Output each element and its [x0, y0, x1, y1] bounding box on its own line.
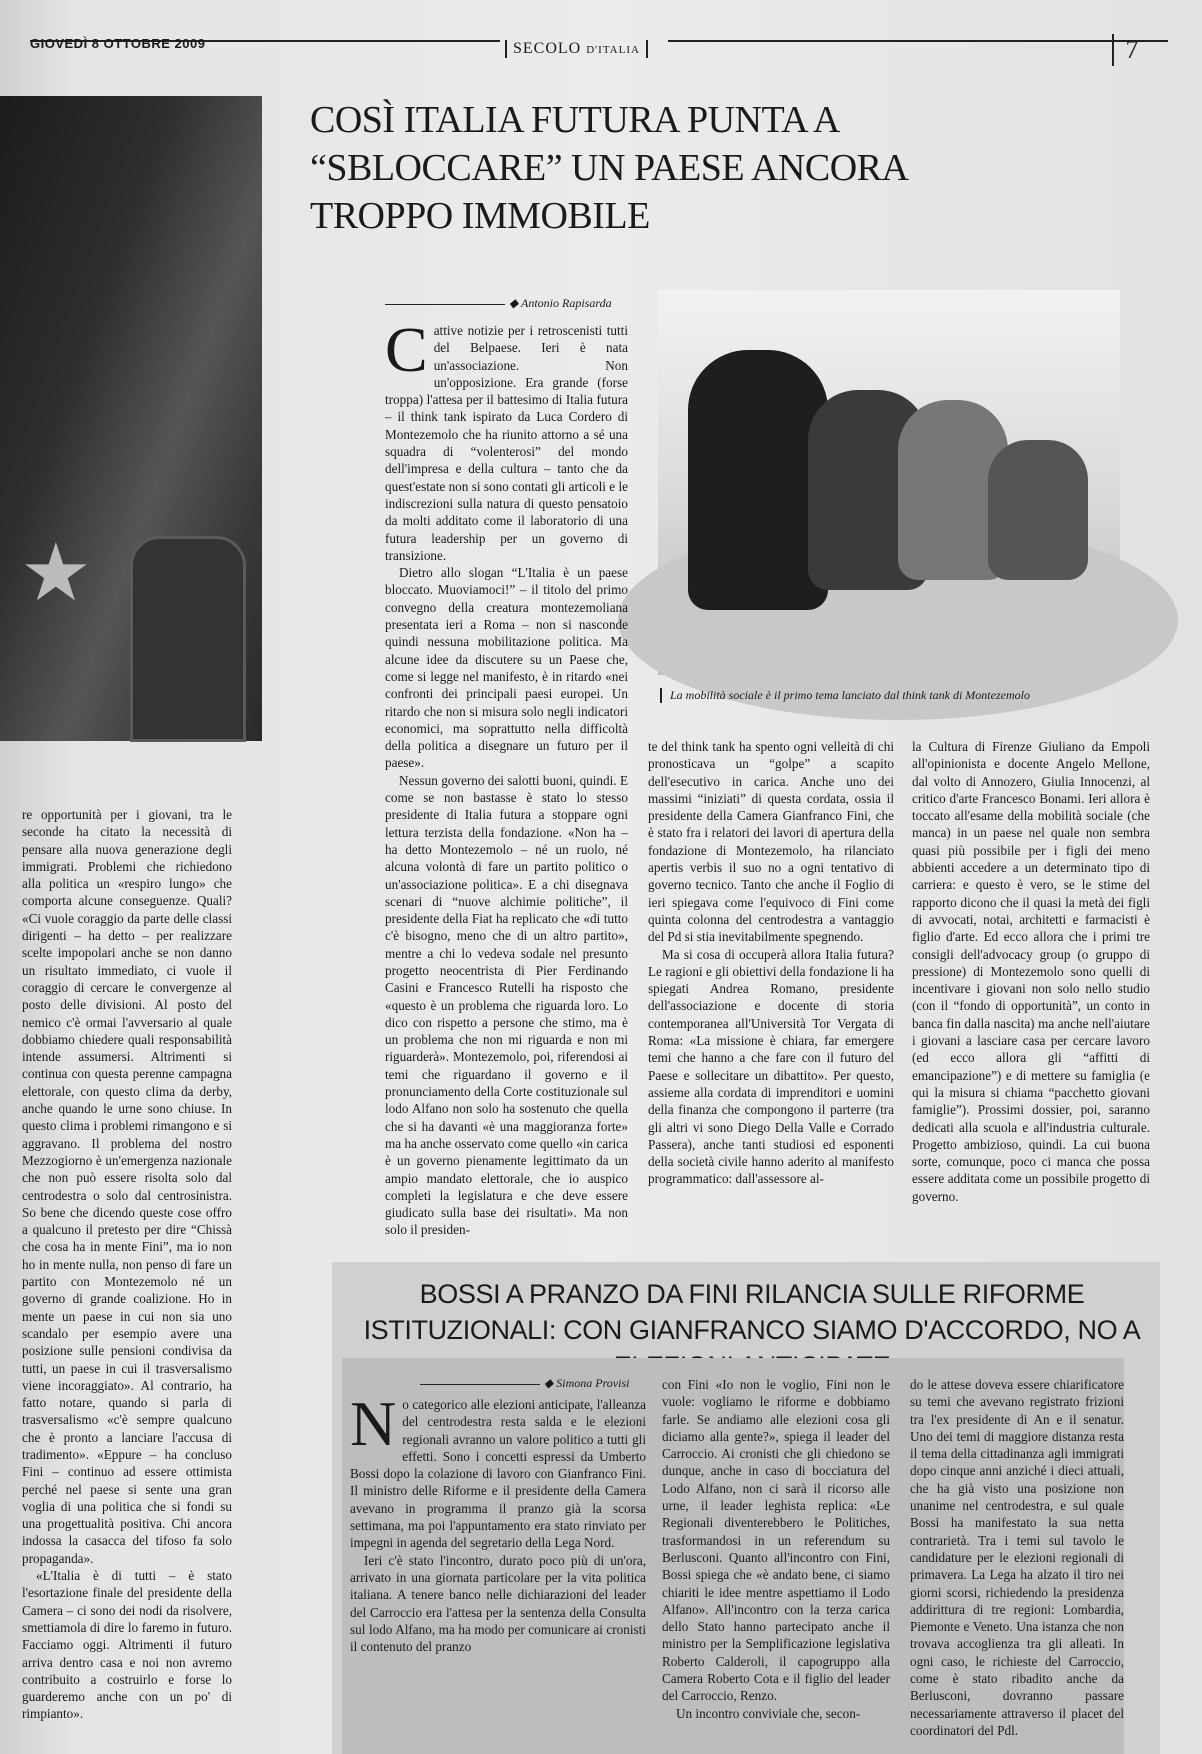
sidebar-column-3	[910, 1376, 1124, 1748]
sidebar-paragraph: con Fini «Io non le voglio, Fini non le vuole: vogliamo le riforme e dobbiamo farle. Se andiamo alle elezioni cosa gli diciamo alla gente?», spiega il leader del Carroccio. Ai cronisti che gli chiedono se dunque, anche in caso di bocciatura del Lodo Alfano, non ci sarà il ricorso alle urne, il leader leghista replica: «Le Regionali diventerebbero le Politiches, trasformandosi in un referendum su Berlusconi. Quanto all'incontro con Fini, Bossi spiega che «è andato bene, ci siamo chiariti le idee mentre aspettiamo il Lodo Alfano». All'incontro con la terza carica dello Stato hanno partecipato anche il ministro per la Semplificazione legislativa Roberto Calderoli, il capogruppo alla Camera Roberto Cota e il figlio del leader del Carroccio, Renzo.	[662, 1377, 890, 1704]
article-paragraph: te del think tank ha spento ogni velleità di chi pronosticava un “golpe” a scapito dell'esecutivo in carica. Anche uno dei massimi “iniziati” di questa cordata, ossia il presidente della Camera Gianfranco Fini, che è stato fra i relatori dei lavori di apertura della fondazione di Montezemolo, ha rilanciato apertis verbis il suo no a ogni tentativo di governo tecnico. Tanto che anche il Foglio di ieri spiegava come l'equivoco di Fini come quinta colonna del centrodestra a vantaggio del Pd si stia inevitabilmente spegnendo.	[648, 739, 894, 945]
main-photo	[658, 290, 1120, 675]
left-column	[22, 806, 232, 1746]
article-paragraph: Dietro allo slogan “L'Italia è un paese bloccato. Muoviamoci!” – il titolo del primo convegno della creatura montezemoliana presentata ieri a Roma – non si nasconde quindi nessuna mobilitazione politica. Ma alcune idee da discutere su un Paese che, come si legge nel manifesto, è in ritardo «nei confronti dei principali paesi europei. Un ritardo che non si misura solo negli indicatori economici, ma soprattutto nella difficoltà della politica a disegnare un futuro per il paese».	[385, 565, 628, 771]
article-column-2	[648, 738, 894, 1194]
article-paragraph: Cattive notizie per i retroscenisti tutti del Belpaese. Ieri è nata un'associazione. Non un'opposizione. Era grande (forse troppa) l'attesa per il battesimo di Italia futura – il think tank ispirato da Luca Cordero di Montezemolo che ha riunito attorno a sé una squadra di “volenterosi” del mondo dell'impresa e della cultura – tanto che da quest'estate non si sono contati gli articoli e le indiscrezioni sulla natura di questo pensatoio da molti additato come il laboratorio di una futura leadership per un governo di transizione.	[385, 314, 628, 563]
article-paragraph: Ma si cosa di occuperà allora Italia futura? Le ragioni e gli obiettivi della fondazione li ha spiegati Andrea Romano, presidente dell'associazione e docente di storia contemporanea all'Università Tor Vergata di Roma: «La missione è chiara, far emergere temi che hanno a che fare con il futuro del Paese e sollecitare un dibattito». Per questo, assieme alla cordata di imprenditori e uomini della finanza che compongono il parterre (tra gli altri vi sono Diego Della Valle e Corrado Passera), anche tanti studiosi ed esponenti della società civile hanno aderito al manifesto programmatico: dall'assessore al-	[648, 946, 894, 1187]
masthead-rule-right	[668, 40, 1168, 42]
photo-caption: La mobilità sociale è il primo tema lanciato dal think tank di Montezemolo	[660, 688, 1140, 703]
dropcap: N	[350, 1388, 397, 1459]
article-headline: COSÌ ITALIA FUTURA PUNTA A “SBLOCCARE” UN PAESE ANCORA TROPPO IMMOBILE	[310, 99, 907, 237]
article-paragraph: Nessun governo dei salotti buoni, quindi. E come se non bastasse è stato lo stesso presidente di Italia futura a stoppare ogni lettura terzista della fondazione. «Non ha – ha detto Montezemolo – né un ruolo, né alcuna volontà di fare un partito politico o un'associazione politica». E a chi disegnava scenari di “nuove alchimie politiche”, il presidente della Fiat ha replicato che «di tutto c'è bisogno, meno che di un altro partito», mentre a chi lo vedeva sodale nel presunto progetto neocentrista di Pier Ferdinando Casini e Francesco Rutelli ha risposto che «questo è un problema che riguarda loro. Lo dico con rispetto a persone che stimo, ma è un problema che non mi riguarda e non mi riguarderà». Montezemolo, poi, riferendosi ai temi che riguardano il governo e il pronunciamento della Corte costituzionale sul lodo Alfano non solo ha sostenuto che quella che si ha davanti «è una maggioranza forte» ma ha anche osservato come quello «in carica è un governo pienamente legittimato da un ampio mandato elettorale, che io auspico completi la legislatura e che deve essere giudicato sulla base dei risultati». Ma non solo il presiden-	[385, 772, 628, 1238]
article-paragraph: re opportunità per i giovani, tra le seconde ha citato la necessità di pensare alla nuova generazione degli immigrati. Problemi che richiedono alla politica un «respiro lungo» che comporta alcune conseguenze. Quali? «Ci vuole coraggio da parte delle classi dirigenti – ha detto – per realizzare scelte impopolari anche se non danno un risultato immediato, ci vuole il coraggio di cercare le convergenze al posto delle divisioni. Al posto del nemico c'è ormai l'avversario al quale dobbiamo chiedere quali responsabilità intende assumersi. Altrimenti si continua con questa perenne campagna elettorale, con questo clima da derby, anche quando le urne sono chiuse. In questo clima i problemi rimangono e si aggravano. Il problema del nostro Mezzogiorno è un'emergenza nazionale che non può essere risolta solo dal centrodestra o solo dal centrosinistra. So bene che dicendo queste cose offro a qualcuno il pretesto per dire “Chissà che cosa ha in mente Fini”, ma io non ho in mente nulla, non penso di fare un partito con Montezemolo né un governo di grande coalizione. Ho in mente un paese in cui non sia uno scandalo per esempio avere una posizione sulle pensioni condivisa da tutti, un paese in cui il trasversalismo viene incoraggiato». Al contrario, ha fatto notare, quando si parla di trasversalismo «c'è sempre qualcuno che è pronto a lanciare l'accusa di tradimento». «Eppure – ha concluso Fini – continuo ad essere ottimista perché nel paese si sente una gran voglia di una politica che si fondi su una progettualità positiva. Chi ancora indossa la casacca del tifoso fa solo propaganda».	[22, 807, 232, 1566]
paper-name: SECOLO D'ITALIA	[505, 40, 648, 58]
sidebar-column-2	[662, 1376, 890, 1748]
photo-figure	[688, 350, 828, 610]
chair-shape	[130, 536, 246, 742]
left-photo	[0, 96, 262, 741]
sidebar-column-1	[350, 1388, 646, 1748]
sidebar-headline: BOSSI A PRANZO DA FINI RILANCIA SULLE RIFORME ISTITUZIONALI: CON GIANFRANCO SIAMO D'ACCORDO, NO A	[363, 1279, 1141, 1345]
star-icon: ★	[20, 526, 92, 619]
article-column-1	[385, 314, 628, 1238]
photo-figure	[988, 440, 1088, 580]
article-column-3	[912, 738, 1150, 1204]
sidebar-paragraph: Un incontro conviviale che, secon-	[676, 1705, 861, 1721]
sidebar-byline: ◆ Simona Provisi	[420, 1376, 629, 1391]
issue-date: GIOVEDÌ 8 OTTOBRE 2009	[30, 36, 206, 51]
article-byline: ◆ Antonio Rapisarda	[385, 296, 612, 311]
dropcap: C	[385, 314, 428, 385]
sidebar-paragraph: Ieri c'è stato l'incontro, durato poco più di un'ora, arrivato in una giornata particolare per la vita politica italiana. A tenere banco nelle dichiarazioni del leader del Carroccio era l'attesa per la sentenza della Consulta sul lodo Alfano, ma ha modo per comunicare ai cronisti il contenuto del pranzo	[350, 1552, 646, 1655]
article-paragraph: la Cultura di Firenze Giuliano da Empoli all'opinionista e docente Angelo Mellone, dal volto di Annozero, Giulia Innocenzi, al critico d'arte Francesco Bonami. Ieri allora è toccato all'esame della mobilità sociale (che manca) in un paese nel quale non sembra quasi più possibile per i figli dei meno abbienti accedere a un determinato tipo di carriera: e questo è vero, se le stime del rapporto dicono che il quasi la metà dei figli di avvocati, notai, architetti e farmacisti è figlio d'arte. Ed ecco allora che i primi tre consigli dell'advocacy group (o gruppo di pressione) di Montezemolo sono quelli di incentivare i giovani non solo nello studio (con il “fondo di opportunità”, un conto in banca fin dalla nascita) ma anche nell'aiutare i giovani a lasciare casa per cercare lavoro (ed ecco allora gli “affitti di emancipazione”) e di mettere su famiglia (e qui la misura si chiama “pacchetto giovani famiglie”). Prossimi dossier, poi, saranno dedicati alla scuola e all'industria culturale. Progetto ambizioso, quindi. La cui buona sorte, comunque, poco ci manca che possa essere additata come un possibile progetto di governo.	[912, 739, 1150, 1204]
sidebar-paragraph: No categorico alle elezioni anticipate, l'alleanza del centrodestra resta salda e le elezioni regionali avranno un valore politico a tutti gli effetti. Sono i concetti espressi da Umberto Bossi dopo la colazione di lavoro con Gianfranco Fini. Il ministro delle Riforme e il presidente della Camera avevano in programma il pranzo già la scorsa settimana, ma poi l'appuntamento era stato rinviato per impegni in agenda del segretario della Lega Nord.	[350, 1388, 646, 1551]
sidebar-paragraph: do le attese doveva essere chiarificatore su temi che avevano registrato frizioni tra l'ex presidente di An e il senatur. Uno dei temi di maggiore distanza resta il tema della cittadinanza agli immigrati dopo cinque anni anziché i dieci attuali, che ha già visto una posizione non unanime nel centrodestra, e sul quale Bossi ha manifestato la sua netta contrarietà. Tra i temi sul tavolo le candidature per le elezioni regionali di primavera. La Lega ha alzato il tiro nei giorni scorsi, richiedendo la presidenza addirittura di tre regioni: Lombardia, Piemonte e Veneto. Una istanza che non trovava accoglienza tra gli alleati. In ogni caso, le richieste del Carroccio, come è stato ribadito anche da Berlusconi, dovranno passare necessariamente attraverso il placet del coordinatori del Pdl.	[910, 1377, 1124, 1738]
page-number: 7	[1112, 34, 1150, 66]
article-paragraph: «L'Italia è di tutti – è stato l'esortazione finale del presidente della Camera – ci sono dei nodi da risolvere, smettiamola di dire lo faremo in futuro. Facciamo oggi. Altrimenti il futuro arriva dentro casa e noi non avremo contribuito a costruirlo e forse lo guarderemo anche con un po' di rimpianto».	[22, 1568, 232, 1722]
